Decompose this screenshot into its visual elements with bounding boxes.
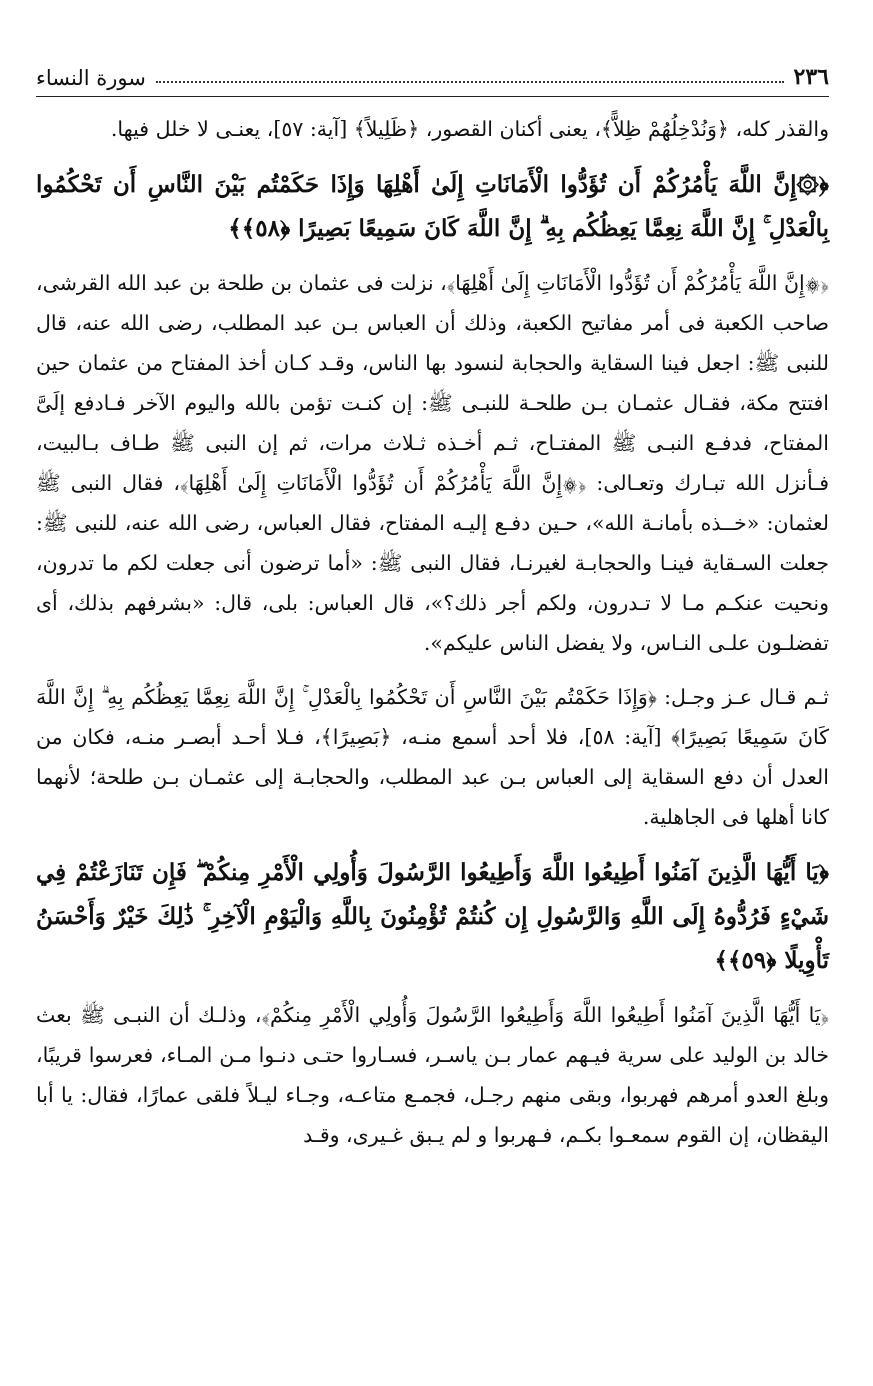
page-header xyxy=(36,64,829,97)
commentary-paragraph: ثـم قـال عـز وجـل: ﴿وَإِذَا حَكَمْتُم بَيْنَ النَّاسِ أَن تَحْكُمُوا بِالْعَدْلِ ۚ إِنَّ اللَّهَ نِعِمَّا يَعِظُكُم بِهِ ۗ إِنَّ اللَّهَ كَانَ سَمِيعًا بَصِيرًا﴾ [آية: ٥٨]، فلا أحد أسمع منـه، ﴿بَصِيرًا﴾، فـلا أحـد أبصـر منـه، فكان من العدل أن دفع السقاية إلى العباس بـن عبد المطلب، والحجابـة إلى عثمـان بـن طلحة؛ لأنهما كانا أهلها فى الجاهلية. xyxy=(36,685,830,829)
page-number: ٢٣٦ xyxy=(793,64,829,90)
header-dotted-rule xyxy=(156,81,784,83)
commentary-paragraph: ﴿۞إِنَّ اللَّهَ يَأْمُرُكُمْ أَن تُؤَدُّوا الْأَمَانَاتِ إِلَىٰ أَهْلِهَا﴾، نزلت فى عثمان بن طلحة بن عبد الله القرشى، صاحب الكعبة فى أمر مفاتيح الكعبة، وذلك أن العباس بـن عبد المطلب، رضى الله عنه، قال للنبى ﷺ: اجعل فينا السقاية والحجابة لنسود بها الناس، وقـد كـان أخذ المفتاح من عثمان حين افتتح مكة، فقـال عثمـان بـن طلحـة للنبـى ﷺ: إن كنـت تؤمن بالله واليوم الآخر فـادفع إلَىَّ المفتاح، فدفـع النبـى ﷺ المفتـاح، ثـم أخـذه ثـلاث مرات، ثم إن النبى ﷺ طـاف بـالبيت، فـأنزل الله تبـارك وتعـالى: ﴿۞إِنَّ اللَّهَ يَأْمُرُكُمْ أَن تُؤَدُّوا الْأَمَانَاتِ إِلَىٰ أَهْلِهَا﴾، فقال النبى ﷺ لعثمان: «خــذه بأمانـة الله»، حـين دفـع إليـه المفتاح، فقال العباس، رضى الله عنه، للنبى ﷺ: جعلت السـقاية فينـا والحجابـة لغيرنـا، فقال النبى ﷺ: «أما ترضون أنى جعلت لكم ما تدرون، ونحيت عنكـم مـا لا تـدرون، ولكم أجر ذلك؟»، قال العباس: بلى، قال: «بشرفهم بذلك، أى تفضلـون علـى النـاس، ولا يفضل الناس عليكم». xyxy=(36,271,829,655)
quran-verse-58: ﴿۞إِنَّ اللَّهَ يَأْمُرُكُمْ أَن تُؤَدُّوا الْأَمَانَاتِ إِلَىٰ أَهْلِهَا وَإِذَا حَكَمْتُم بَيْنَ النَّاسِ أَن تَحْكُمُوا بِالْعَدْلِ ۚ إِنَّ اللَّهَ نِعِمَّا يَعِظُكُم بِهِ ۗ إِنَّ اللَّهَ كَانَ سَمِيعًا بَصِيرًا ﴿٥٨﴾﴾ xyxy=(36,171,829,242)
quran-verse-59: ﴿يَا أَيُّهَا الَّذِينَ آمَنُوا أَطِيعُوا اللَّهَ وَأَطِيعُوا الرَّسُولَ وَأُولِي الْأَمْرِ مِنكُمْ ۖ فَإِن تَنَازَعْتُمْ فِي شَيْءٍ فَرُدُّوهُ إِلَى اللَّهِ وَالرَّسُولِ إِن كُنتُمْ تُؤْمِنُونَ بِاللَّهِ وَالْيَوْمِ الْآخِرِ ۚ ذَٰلِكَ خَيْرٌ وَأَحْسَنُ تَأْوِيلًا ﴿٥٩﴾﴾ xyxy=(36,859,829,974)
commentary-paragraph: والقذر كله، ﴿وَنُدْخِلُهُمْ ظِلاًّ﴾، يعنى أكنان القصور، ﴿ظَلِيلاً﴾ [آية: ٥٧]، يعنـى لا خلل فيها. xyxy=(110,117,829,141)
surah-title: سورة النساء xyxy=(36,66,146,90)
commentary-paragraph: ﴿يَا أَيُّهَا الَّذِينَ آمَنُوا أَطِيعُوا اللَّهَ وَأَطِيعُوا الرَّسُولَ وَأُولِي الْأَمْرِ مِنكُمْ﴾، وذلـك أن النبـى ﷺ بعث خالد بن الوليد على سرية فيـهم عمار بـن ياسـر، فسـاروا حتـى دنـوا مـن المـاء، فعرسوا قريبًا، وبلغ العدو أمرهم فهربوا، وبقى منهم رجـل، فجمـع متاعـه، وجـاء ليـلاً فلقى عمارًا، فقال: يا أبا اليقظان، إن القوم سمعـوا بكـم، فـهربوا و لم يـبق غـيرى، وقـد xyxy=(36,1003,829,1147)
